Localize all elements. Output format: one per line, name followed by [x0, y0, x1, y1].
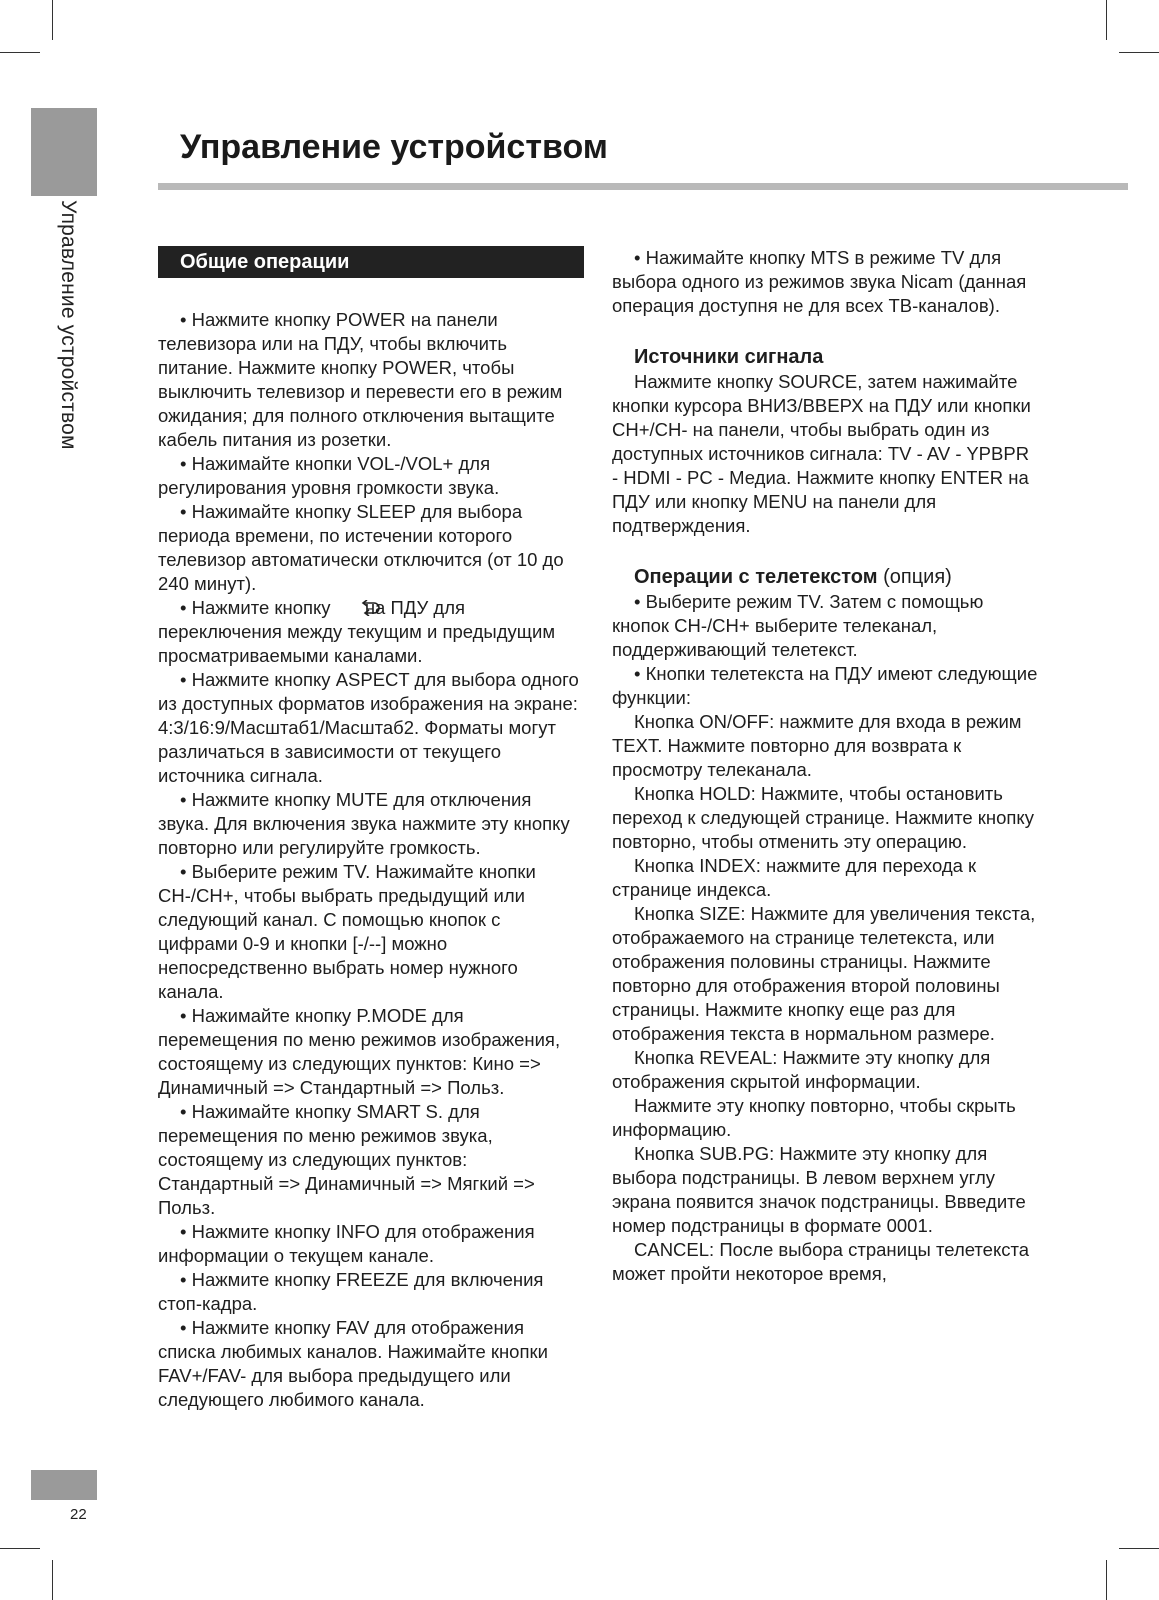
paragraph: • Нажмите кнопку MUTE для отключения звука. Для включения звука нажмите эту кнопку повторно или регулируйте громкость. — [158, 789, 570, 858]
teletext-heading-suffix: (опция) — [883, 566, 952, 588]
paragraph-recall — [158, 596, 584, 668]
crop-mark — [52, 1560, 53, 1600]
paragraph: • Нажимайте кнопку SLEEP для выбора периода времени, по истечении которого телевизор автоматически отключится (от 10 до 240 минут). — [158, 501, 564, 594]
paragraph: • Выберите режим TV. Затем с помощью кнопок CH-/CH+ выберите телеканал, поддерживающий телетекст. — [612, 591, 984, 660]
paragraph: • Нажмите кнопку FAV для отображения списка любимых каналов. Нажимайте кнопки FAV+/FAV- для выбора предыдущего или следующего любимого канала. — [158, 1317, 548, 1410]
paragraph: Кнопка SUB.PG: Нажмите эту кнопку для выбора подстраницы. В левом верхнем углу экрана появится значок подстраницы. Ввведите номер подстраницы в формате 0001. — [612, 1143, 1026, 1236]
crop-mark — [1119, 52, 1159, 53]
paragraph: • Нажимайте кнопку P.MODE для перемещения по меню режимов изображения, состоящему из следующих пунктов: Кино => Динамичный => Стандартный => Польз. — [158, 1005, 561, 1098]
page-number-block — [31, 1470, 97, 1500]
paragraph: • Нажмите кнопку ASPECT для выбора одного из доступных форматов изображения на экране: 4:3/16:9/Масштаб1/Масштаб2. Форматы могут различаться в зависимости от текущего источника сигнала. — [158, 669, 579, 786]
paragraph: • Нажмите кнопку FREEZE для включения стоп-кадра. — [158, 1269, 544, 1314]
paragraph-sources: Нажмите кнопку SOURCE, затем нажимайте кнопки курсора ВНИЗ/ВВЕРХ на ПДУ или кнопки CH+/CH- на панели, чтобы выбрать один из доступных источников сигнала: TV - AV - YPBPR - HDMI - PC - Медиа. Нажмите кнопку ENTER на ПДУ или кнопку MENU на панели для подтверждения. — [612, 371, 1031, 536]
side-tab-block — [31, 108, 97, 196]
crop-mark — [1106, 1560, 1107, 1600]
recall-text-after: на ПДУ для переключения между текущим и предыдущим просматриваемыми каналами. — [158, 597, 556, 666]
paragraph: • Нажмите кнопку POWER на панели телевизора или на ПДУ, чтобы включить питание. Нажмите кнопку POWER, чтобы выключить телевизор и перевести его в режим ожидания; для полного отключения вытащите кабель питания из розетки. — [158, 309, 563, 450]
paragraph: • Кнопки телетекста на ПДУ имеют следующие функции: — [612, 663, 1038, 708]
paragraph: • Нажимайте кнопки VOL-/VOL+ для регулирования уровня громкости звука. — [158, 453, 500, 498]
page-title: Управление устройством — [180, 128, 608, 166]
recall-text-before: • Нажмите кнопку — [180, 597, 331, 618]
paragraph: Кнопка REVEAL: Нажмите эту кнопку для отображения скрытой информации. — [612, 1047, 991, 1092]
crop-mark — [1119, 1548, 1159, 1549]
section-heading-sources: Источники сигнала — [634, 346, 824, 368]
page-number: 22 — [70, 1506, 87, 1523]
return-arrow-icon — [336, 598, 360, 614]
title-rule — [158, 183, 1128, 190]
right-column — [612, 246, 1038, 1286]
section-heading-general: Общие операции — [158, 246, 584, 278]
crop-mark — [52, 0, 53, 40]
paragraph: • Нажимайте кнопку SMART S. для перемещения по меню режимов звука, состоящему из следующих пунктов: Стандартный => Динамичный => Мягкий => Польз. — [158, 1101, 535, 1218]
crop-mark — [0, 1548, 40, 1549]
paragraph: Кнопка HOLD: Нажмите, чтобы остановить переход к следующей странице. Нажмите кнопку повторно, чтобы отменить эту операцию. — [612, 783, 1034, 852]
paragraph: Кнопка ON/OFF: нажмите для входа в режим TEXT. Нажмите повторно для возврата к просмотру телеканала. — [612, 711, 1022, 780]
crop-mark — [0, 52, 40, 53]
crop-mark — [1106, 0, 1107, 40]
paragraph: • Выберите режим TV. Нажимайте кнопки CH-/CH+, чтобы выбрать предыдущий или следующий канал. С помощью кнопок с цифрами 0-9 и кнопки [-/--] можно непосредственно выбрать номер нужного канала. — [158, 861, 536, 1002]
teletext-heading: Операции с телетекстом — [634, 566, 878, 588]
paragraph: Кнопка SIZE: Нажмите для увеличения текста, отображаемого на странице телетекста, или отображения половины страницы. Нажмите повторно для отображения второй половины страницы. Нажмите кнопку еще раз для отображения текста в нормальном размере. — [612, 903, 1036, 1044]
paragraph: CANCEL: После выбора страницы телетекста может пройти некоторое время, — [612, 1239, 1030, 1284]
paragraph: Кнопка INDEX: нажмите для перехода к странице индекса. — [612, 855, 977, 900]
section-heading-teletext — [612, 564, 1038, 590]
side-tab-label: Управление устройством — [57, 200, 80, 450]
paragraph: Нажмите эту кнопку повторно, чтобы скрыть информацию. — [612, 1095, 1016, 1140]
left-column — [158, 246, 584, 1412]
paragraph: • Нажимайте кнопку MTS в режиме TV для выбора одного из режимов звука Nicam (данная операция доступня не для всех ТВ-каналов). — [612, 247, 1027, 316]
paragraph: • Нажмите кнопку INFO для отображения информации о текущем канале. — [158, 1221, 535, 1266]
